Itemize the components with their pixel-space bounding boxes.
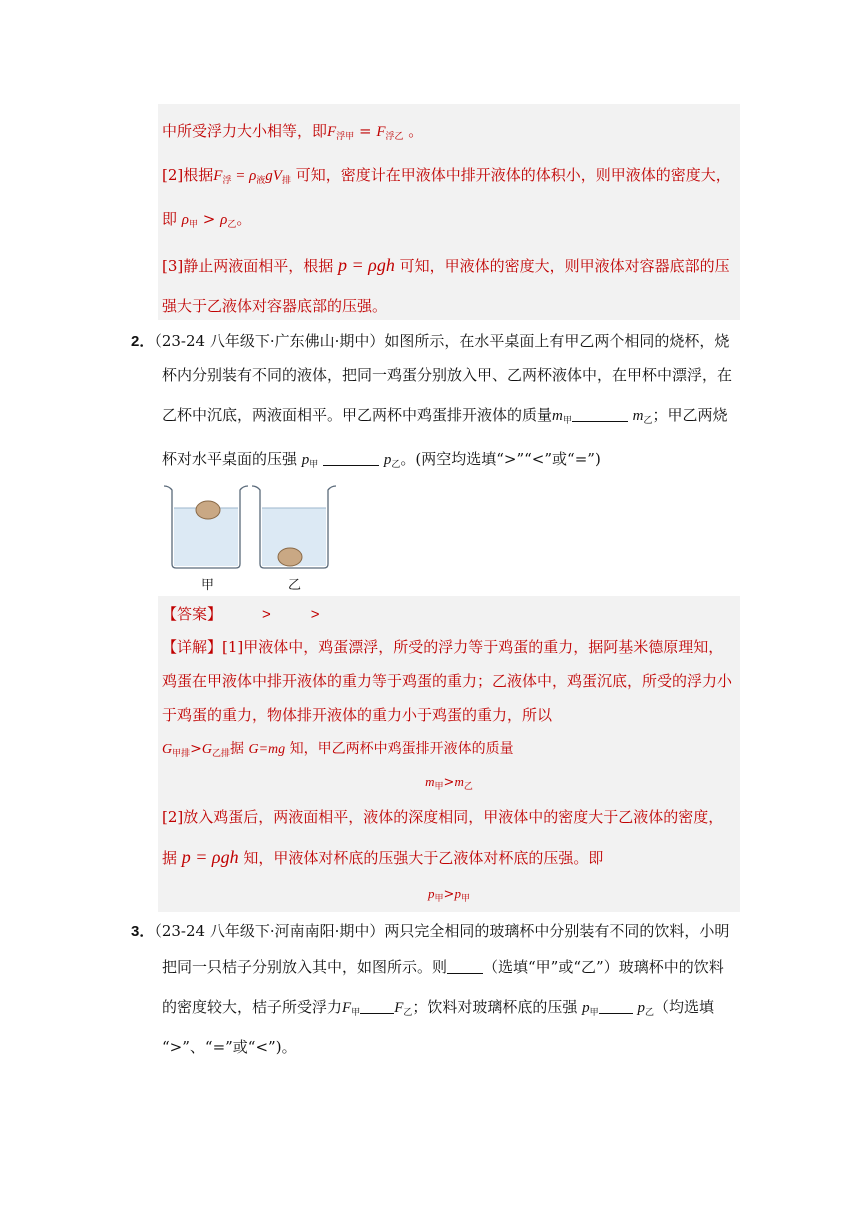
- question-2-line-4: [162, 448, 601, 476]
- text: （选填“甲”或“乙”）玻璃杯中的饮料: [483, 958, 724, 976]
- answer-value-1: >: [262, 606, 271, 623]
- symbol: m: [552, 408, 563, 424]
- text: 两只完全相同的玻璃杯中分别装有不同的饮料，小明: [384, 922, 730, 940]
- text: 乙杯中沉底，两液面相平。甲乙两杯中鸡蛋排开液体的质量: [162, 406, 553, 424]
- solution-line-3: [162, 208, 251, 236]
- text: ；甲乙两烧: [652, 406, 728, 424]
- text: 杯内分别装有不同的液体，把同一鸡蛋分别放入甲、乙两杯液体中，在甲杯中漂浮，在: [162, 366, 733, 384]
- text: 可知，密度计在甲液体中排开液体的体积小，则甲液体的密度大，: [290, 166, 731, 184]
- symbol: gV: [265, 168, 282, 184]
- subscript: 浮: [222, 176, 232, 186]
- detail-line-7: [162, 846, 603, 869]
- symbol: F: [342, 1000, 352, 1016]
- answer-blank-3[interactable]: [447, 973, 483, 974]
- answer-value-2: >: [310, 606, 320, 623]
- question-2-line-3: [162, 404, 728, 432]
- answer-blank-5[interactable]: [599, 1013, 633, 1014]
- subscript: 浮甲: [336, 132, 355, 142]
- beaker-yi: [252, 486, 336, 568]
- subscript: 乙: [644, 1008, 654, 1018]
- subscript: 甲: [188, 220, 198, 230]
- symbol: m: [454, 774, 464, 789]
- text: 强大于乙液体对容器底部的压强。: [162, 297, 388, 315]
- symbol: G: [201, 742, 212, 757]
- text: >: [198, 210, 221, 228]
- detail-line-3: [162, 704, 552, 726]
- question-source: （23-24 八年级下·广东佛山·期中）: [154, 332, 385, 350]
- detail-line-1: [162, 636, 723, 658]
- solution-line-5: [162, 295, 387, 317]
- subscript: 乙: [227, 220, 237, 230]
- symbol: ρ: [220, 212, 228, 228]
- text: 鸡蛋在甲液体中排开液体的重力等于鸡蛋的重力；乙液体中，鸡蛋沉底，所受的浮力小: [162, 672, 733, 690]
- text: 。: [236, 210, 252, 228]
- text: 根据: [183, 166, 214, 184]
- subscript: 甲: [562, 416, 572, 426]
- text: 即: [162, 210, 182, 228]
- text: 。(两空均选填“>”“<”或“=”): [400, 450, 601, 468]
- detail-line-4: [162, 738, 514, 765]
- formula: p = ρgh: [181, 847, 239, 867]
- detail-tag: 【详解】: [162, 638, 223, 656]
- text: [2]放入鸡蛋后，两液面相平，液体的深度相同，甲液体中的密度大于乙液体的密度，: [162, 808, 724, 826]
- text: =: [354, 122, 377, 140]
- question-3-line-2: [162, 956, 724, 978]
- egg-floating: [196, 501, 220, 519]
- solution-line-1: [162, 120, 423, 148]
- text: 中所受浮力大小相等，即: [162, 122, 328, 140]
- text: 的密度较大，桔子所受浮力: [162, 998, 343, 1016]
- subscript: 甲: [309, 460, 319, 470]
- text: 可知，甲液体的密度大，则甲液体对容器底部的压: [394, 257, 730, 275]
- question-3-line-3: [162, 996, 714, 1024]
- text: 。: [403, 122, 424, 140]
- subscript: 浮乙: [385, 132, 404, 142]
- subscript: 液: [256, 176, 266, 186]
- text: “>”、“=”或“<”)。: [162, 1038, 297, 1056]
- question-3-line-1: [131, 920, 729, 943]
- detail-line-5: [158, 774, 740, 792]
- subscript: 乙: [403, 1008, 413, 1018]
- formula: G=mg: [248, 742, 286, 757]
- symbol: p: [383, 452, 392, 468]
- text: 知，甲乙两杯中鸡蛋排开液体的质量: [285, 741, 514, 757]
- text: >: [190, 741, 202, 757]
- text: 静止两液面相平，根据: [183, 257, 339, 275]
- text: （均选填: [653, 998, 714, 1016]
- text: 把同一只桔子分别放入其中，如图所示。则: [162, 958, 448, 976]
- label-yi: 乙: [288, 578, 302, 593]
- symbol: F: [213, 168, 223, 184]
- question-source: （23-24 八年级下·河南南阳·期中）: [154, 922, 385, 940]
- symbol: F: [327, 124, 337, 140]
- text: 如图所示，在水平桌面上有甲乙两个相同的烧杯，烧: [384, 332, 730, 350]
- symbol: p: [637, 1000, 645, 1016]
- text: 杯对水平桌面的压强: [162, 450, 302, 468]
- symbol: F: [394, 1000, 404, 1016]
- beaker-jia: [164, 486, 248, 568]
- symbol: ρ: [181, 212, 189, 228]
- question-3-line-4: [162, 1036, 297, 1058]
- detail-line-6: [162, 806, 723, 828]
- subscript: 甲: [460, 894, 470, 904]
- formula: p = ρgh: [338, 255, 395, 275]
- beakers-figure: [160, 480, 336, 572]
- question-2-line-2: [162, 364, 732, 386]
- step-tag: [3]: [162, 257, 184, 275]
- text: ；饮料对玻璃杯底的压强: [412, 998, 583, 1016]
- question-number: 3．: [131, 923, 155, 940]
- subscript: 甲: [434, 894, 444, 904]
- symbol: F: [376, 124, 386, 140]
- subscript: 甲: [589, 1008, 599, 1018]
- subscript: 甲: [434, 782, 444, 792]
- question-2-line-1: [131, 330, 729, 353]
- solution-line-2: [162, 164, 731, 192]
- subscript: 乙: [643, 416, 653, 426]
- step-tag: [2]: [162, 166, 184, 184]
- subscript: 乙排: [212, 749, 231, 759]
- symbol: G: [162, 742, 173, 757]
- text: 于鸡蛋的重力，物体排开液体的重力小于鸡蛋的重力，所以: [162, 706, 553, 724]
- symbol: m: [425, 774, 435, 789]
- answer-blank-1[interactable]: [572, 421, 628, 422]
- symbol: p: [301, 452, 310, 468]
- text: >: [443, 887, 455, 902]
- subscript: 甲: [351, 1008, 361, 1018]
- label-jia: 甲: [201, 578, 215, 593]
- symbol: p: [428, 886, 435, 901]
- symbol: m: [632, 408, 644, 424]
- answer-tag: 【答案】: [162, 605, 223, 623]
- egg-sunken: [278, 548, 302, 566]
- text: >: [443, 775, 455, 790]
- answer-blank-2[interactable]: [323, 465, 379, 466]
- symbol: = ρ: [231, 168, 257, 184]
- text: [1]甲液体中，鸡蛋漂浮，所受的浮力等于鸡蛋的重力，据阿基米德原理知，: [222, 638, 724, 656]
- detail-line-2: [162, 670, 732, 692]
- subscript: 乙: [391, 460, 401, 470]
- answer-blank-4[interactable]: [360, 1013, 394, 1014]
- question-number: 2．: [131, 333, 155, 350]
- subscript: 乙: [463, 782, 473, 792]
- solution-line-4: [162, 254, 730, 277]
- answer-line: [162, 603, 320, 626]
- text: 知，甲液体对杯底的压强大于乙液体对杯底的压强。即: [238, 849, 604, 867]
- subscript: 排: [281, 176, 291, 186]
- symbol: p: [582, 1000, 590, 1016]
- subscript: 甲排: [172, 749, 191, 759]
- symbol: p: [454, 886, 461, 901]
- text: 据: [162, 849, 182, 867]
- detail-line-8: [158, 886, 740, 904]
- text: 据: [230, 741, 249, 757]
